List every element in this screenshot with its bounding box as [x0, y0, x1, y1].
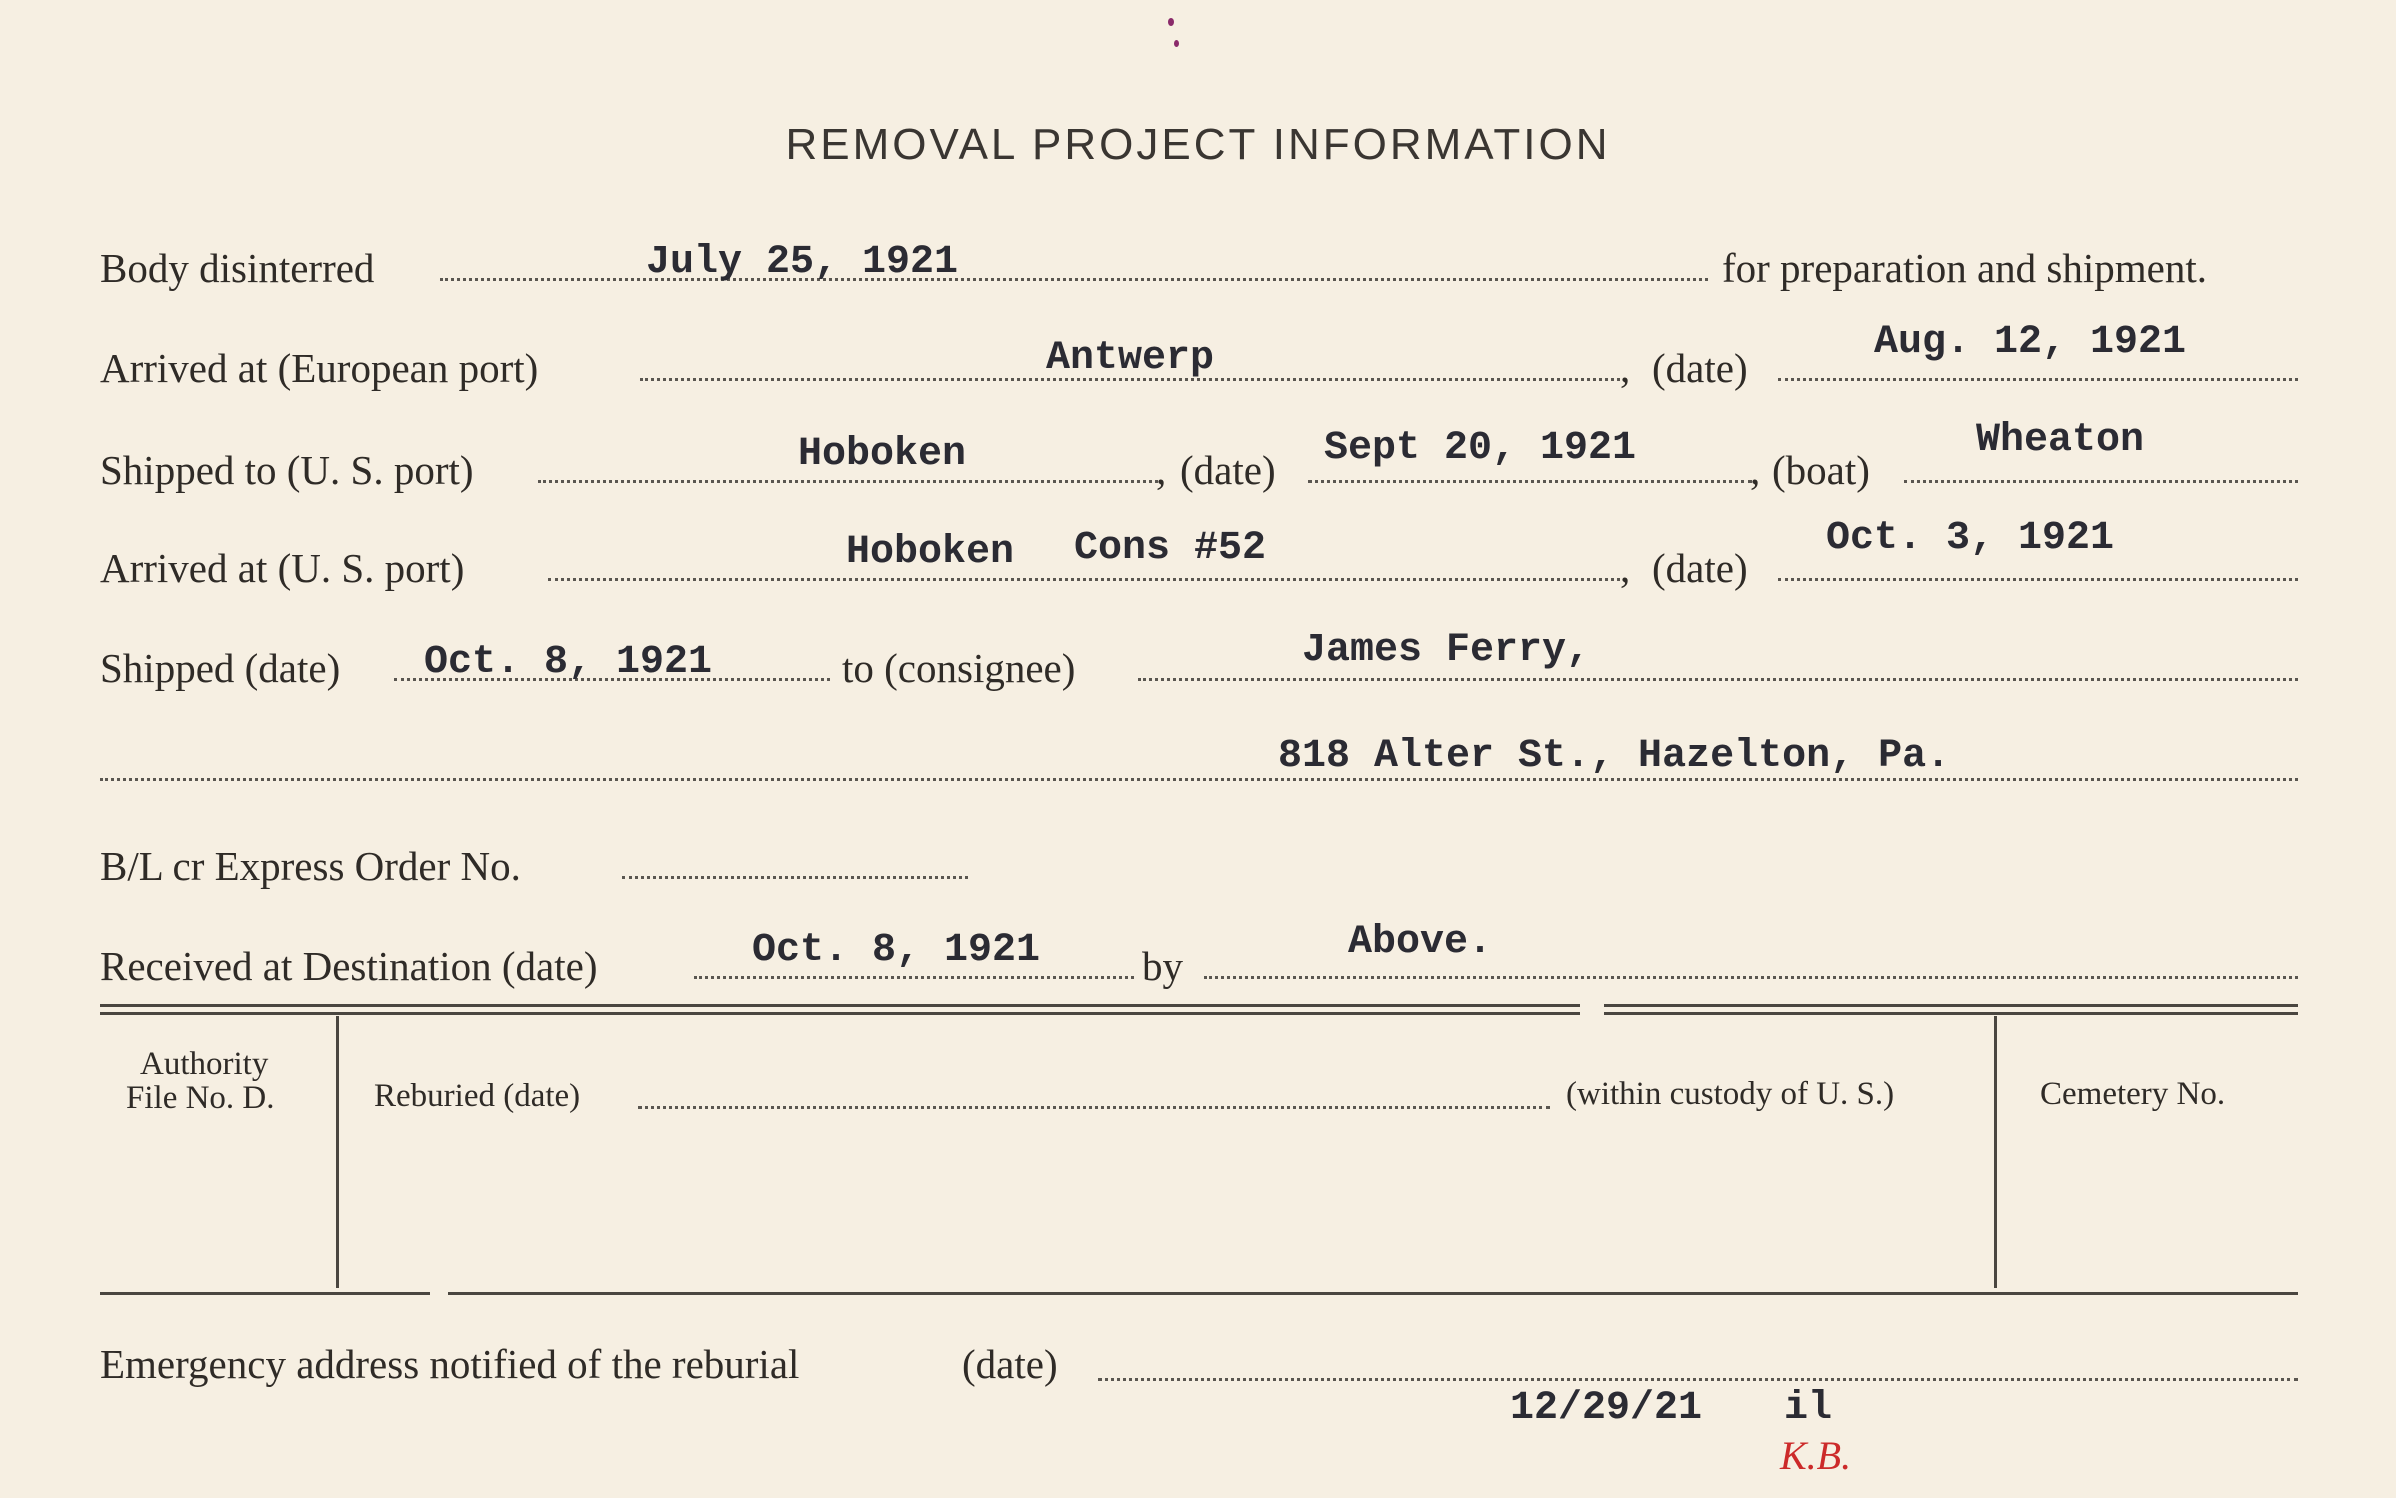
received-by-value: Above. — [1348, 920, 1493, 965]
reburied-label: Reburied (date) — [374, 1078, 581, 1114]
arrived-us-label: Arrived at (U. S. port) — [100, 545, 465, 591]
file-number-label: File No. D. — [126, 1080, 275, 1116]
received-destination-label: Received at Destination (date) — [100, 943, 598, 989]
cemetery-label: Cemetery No. — [2040, 1076, 2226, 1112]
boat-value: Wheaton — [1976, 418, 2145, 463]
arrived-us-date-line — [1778, 578, 2298, 581]
for-preparation-label: for preparation and shipment. — [1722, 245, 2208, 291]
disinterred-date-value: July 25, 1921 — [646, 240, 959, 285]
body-disinterred-line — [440, 278, 1708, 281]
within-custody-label: (within custody of U. S.) — [1566, 1076, 1895, 1112]
received-by-line — [1204, 976, 2298, 979]
to-consignee-label: to (consignee) — [842, 645, 1076, 691]
shipped-date-label: Shipped (date) — [100, 645, 341, 691]
shipped-us-port-line — [538, 480, 1158, 483]
cons-number-value: Cons #52 — [1074, 526, 1267, 571]
reburied-line — [638, 1106, 1550, 1109]
shipped-us-label: Shipped to (U. S. port) — [100, 447, 474, 493]
received-date-value: Oct. 8, 1921 — [752, 928, 1041, 973]
shipped-us-date-line — [1308, 480, 1752, 483]
emergency-date-label: (date) — [962, 1341, 1058, 1387]
typed-initials: il — [1784, 1386, 1833, 1431]
arrived-us-date-value: Oct. 3, 1921 — [1826, 516, 2115, 561]
consignee-value: James Ferry, — [1302, 628, 1591, 673]
shipped-us-date-value: Sept 20, 1921 — [1324, 426, 1637, 471]
box-bottom-rule — [100, 1292, 430, 1295]
comma: , — [1156, 447, 1167, 493]
section-rule — [1604, 1004, 2298, 1007]
red-initials: K.B. — [1780, 1433, 1852, 1478]
consignee-address-value: 818 Alter St., Hazelton, Pa. — [1278, 734, 1951, 779]
bl-order-label: B/L cr Express Order No. — [100, 843, 521, 889]
comma: , — [1620, 345, 1631, 391]
notified-date-value: 12/29/21 — [1510, 1386, 1703, 1431]
section-rule — [100, 1012, 1580, 1015]
consignee-line — [1138, 678, 2298, 681]
comma: , — [1750, 447, 1761, 493]
emergency-line — [1098, 1378, 2298, 1381]
arrived-us-port-line — [548, 578, 1620, 581]
arrived-us-date-label: (date) — [1652, 545, 1748, 591]
arrived-european-label: Arrived at (European port) — [100, 345, 539, 391]
european-date-line — [1778, 378, 2298, 381]
box-divider — [1994, 1016, 1997, 1288]
european-date-value: Aug. 12, 1921 — [1874, 320, 2187, 365]
section-rule — [1604, 1012, 2298, 1015]
bl-order-line — [622, 876, 968, 879]
authority-label: Authority — [140, 1046, 269, 1082]
section-rule — [100, 1004, 1580, 1007]
consignee-address-line — [100, 778, 2298, 781]
body-disinterred-label: Body disinterred — [100, 245, 375, 291]
european-date-label: (date) — [1652, 345, 1748, 391]
emergency-label: Emergency address notified of the reburial — [100, 1341, 800, 1387]
arrived-us-port-value: Hoboken — [846, 530, 1015, 575]
shipped-us-port-value: Hoboken — [798, 432, 967, 477]
card-title: REMOVAL PROJECT INFORMATION — [785, 120, 1611, 169]
received-date-line — [694, 976, 1134, 979]
ink-speck — [1168, 18, 1174, 26]
shipped-date-value: Oct. 8, 1921 — [424, 640, 713, 685]
box-bottom-rule — [448, 1292, 2298, 1295]
by-label: by — [1142, 943, 1183, 989]
shipped-us-date-label: (date) — [1180, 447, 1276, 493]
european-port-value: Antwerp — [1046, 336, 1215, 381]
comma: , — [1620, 545, 1631, 591]
box-divider — [336, 1016, 339, 1288]
boat-line — [1904, 480, 2298, 483]
boat-label: (boat) — [1772, 447, 1870, 493]
ink-speck — [1174, 40, 1179, 47]
